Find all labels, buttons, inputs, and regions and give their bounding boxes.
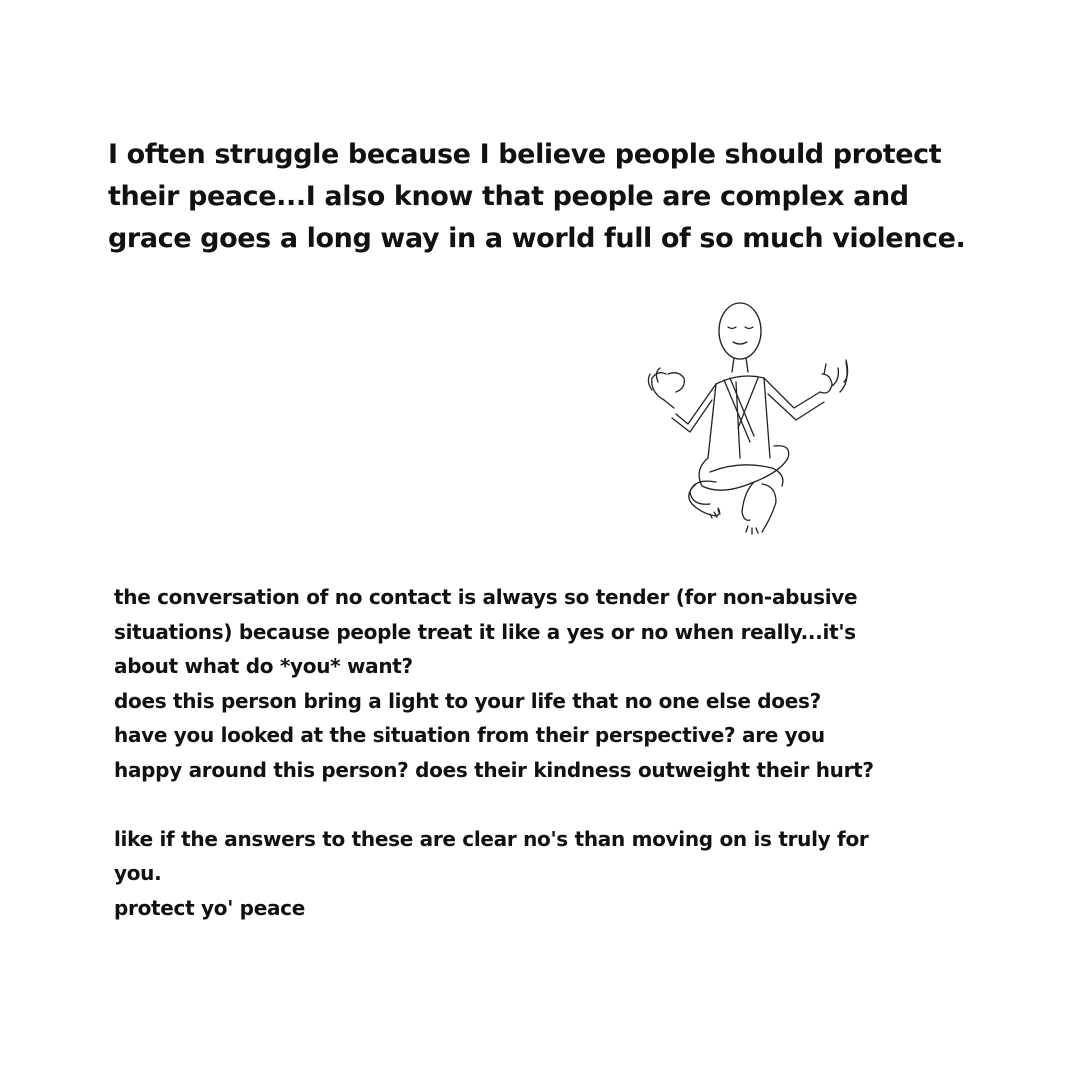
paragraph-spacer bbox=[114, 787, 874, 822]
paragraph-signoff: protect yo' peace bbox=[114, 895, 305, 920]
meditating-person-illustration bbox=[612, 296, 877, 536]
headline: I often struggle because I believe people should protect their peace...I also know that people are complex and grace goes a long way in a world full of so much violence. bbox=[108, 139, 966, 254]
meditating-person-icon bbox=[612, 296, 877, 536]
paragraph-no-contact: the conversation of no contact is always so tender (for non-abusive situations) because people treat it like a yes or no when really...it's about what do *you* want? bbox=[114, 585, 864, 678]
body-text bbox=[114, 580, 874, 925]
paragraph-questions: does this person bring a light to your life that no one else does? have you looked at the situation from their perspective? are you happy around this person? does their kindness outweight their hurt? bbox=[114, 688, 874, 782]
paragraph-conclusion: like if the answers to these are clear no's than moving on is truly for you. bbox=[114, 826, 876, 885]
